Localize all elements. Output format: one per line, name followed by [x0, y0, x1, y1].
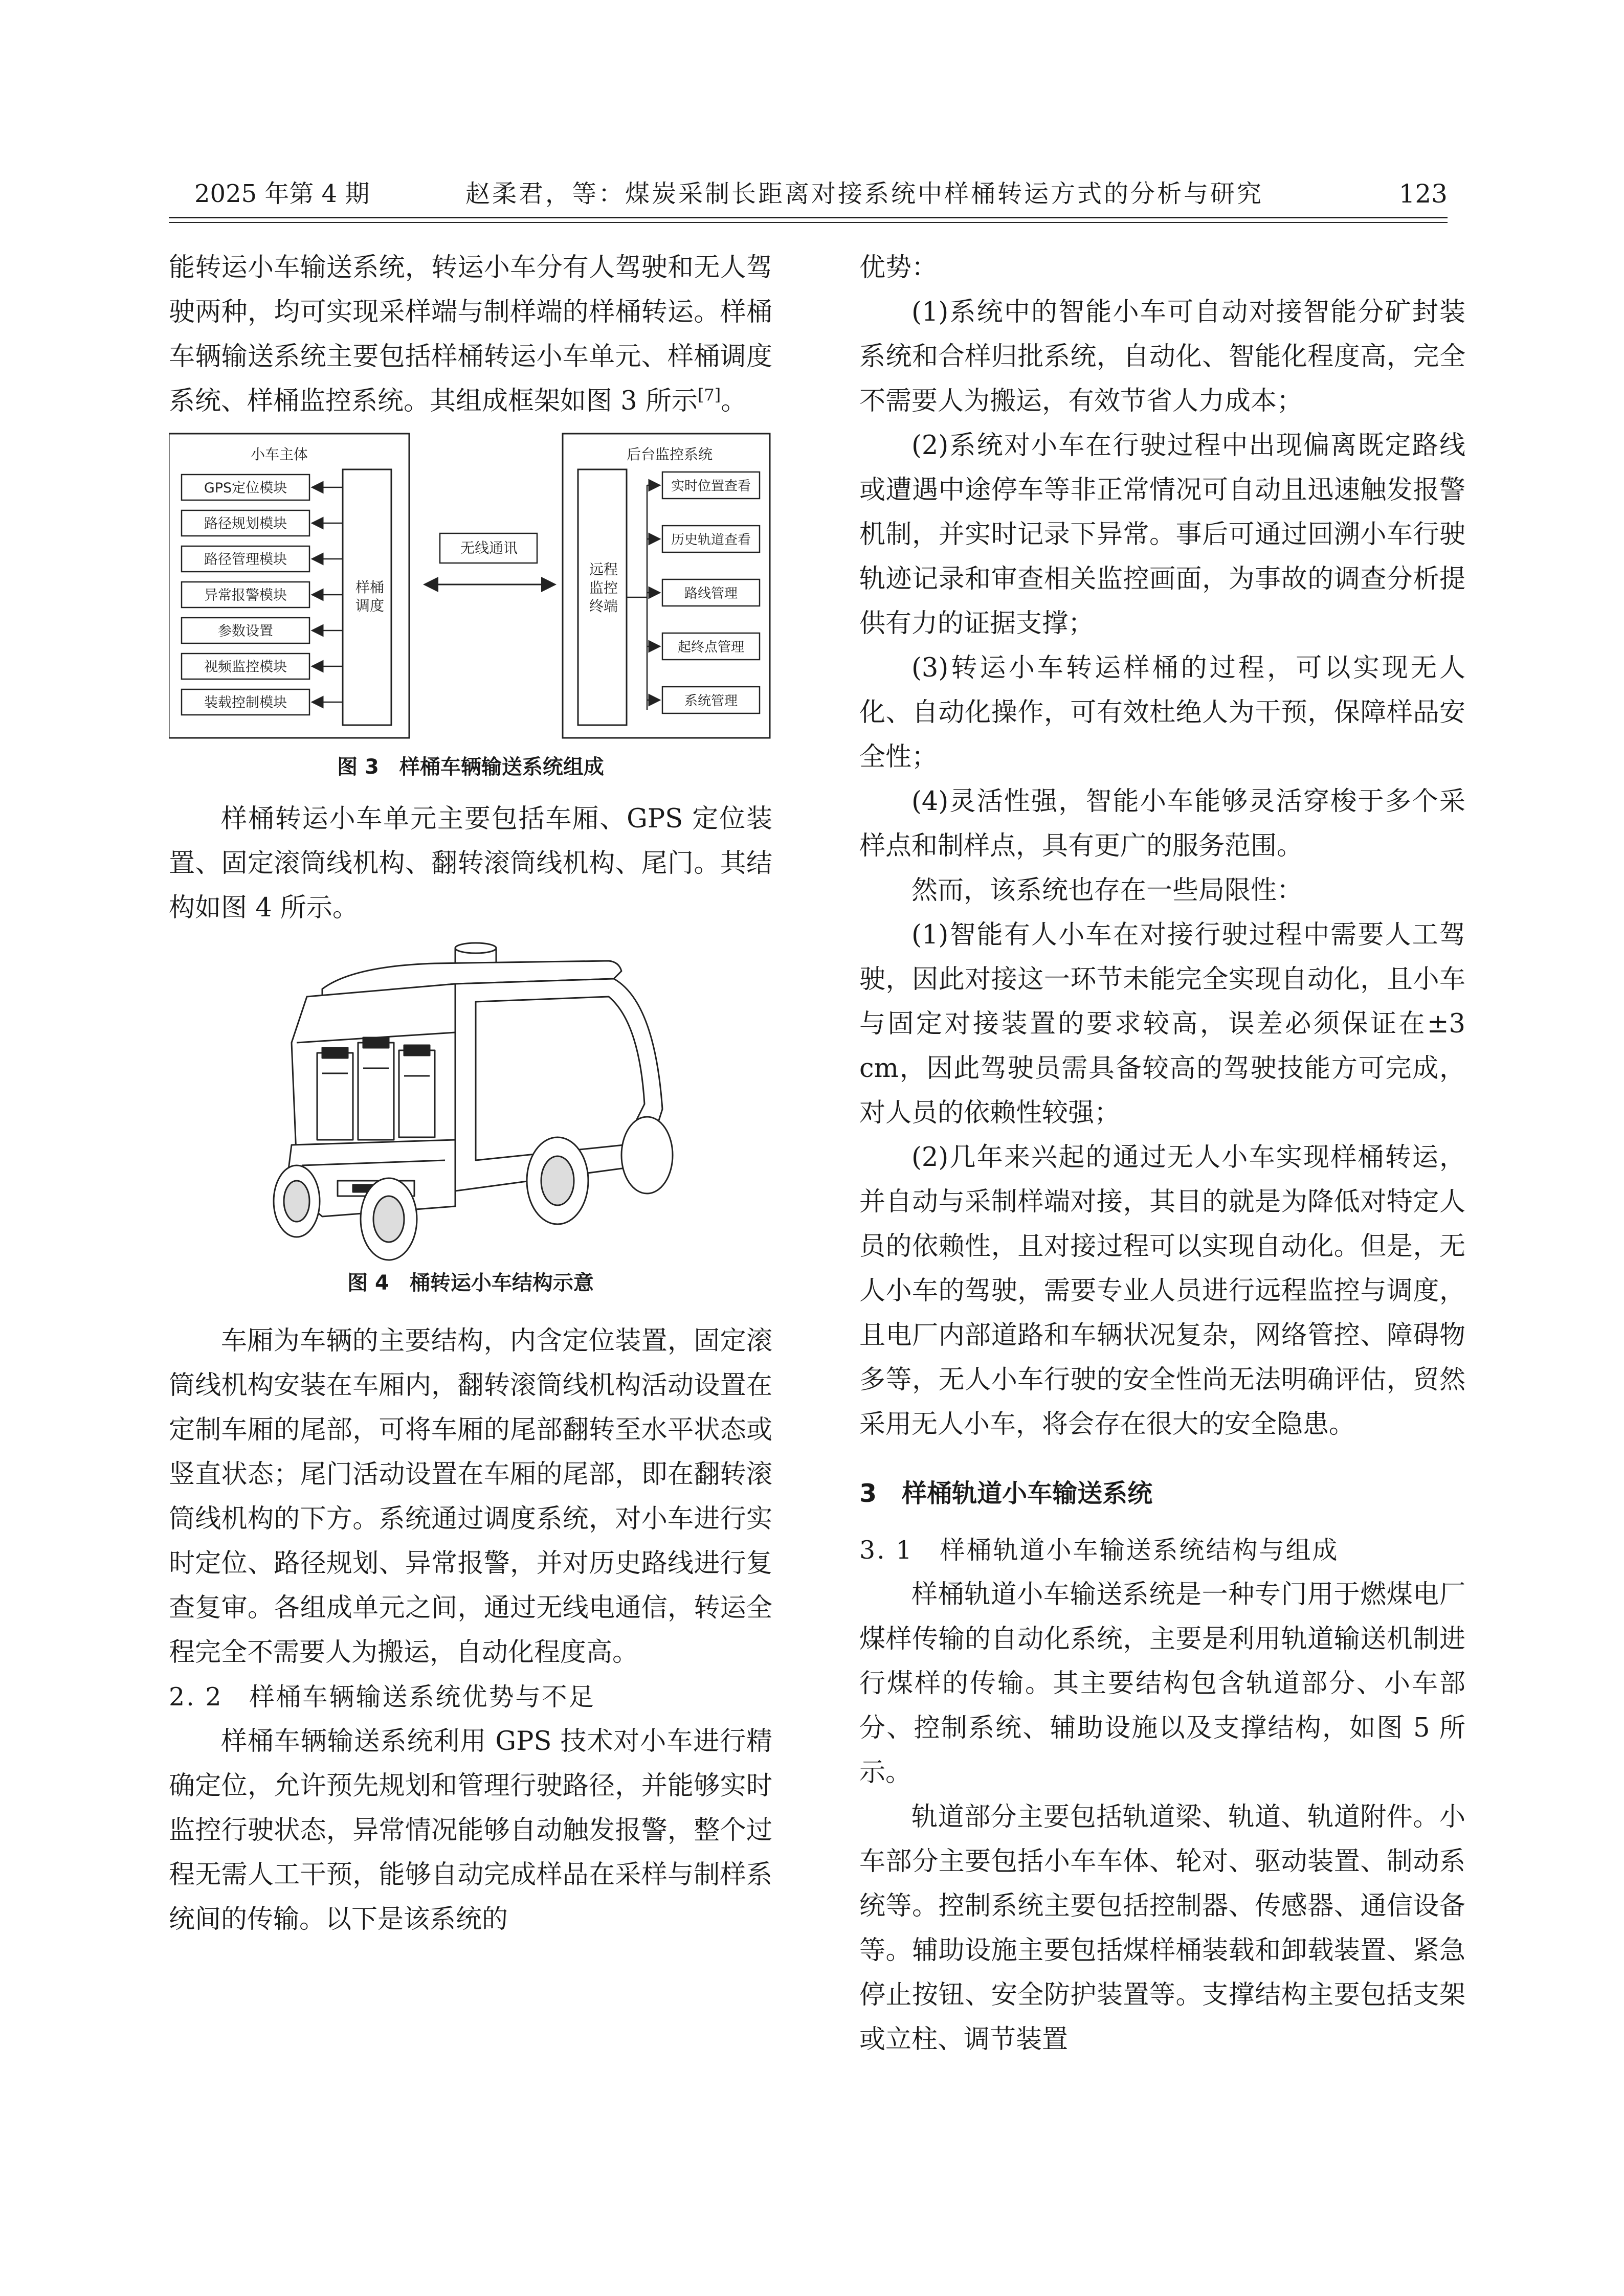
citation: [7] — [697, 385, 721, 404]
paragraph: 优势： — [859, 253, 938, 283]
dispatch-label-2: 调度 — [355, 597, 385, 614]
function-label: 历史轨道查看 — [671, 532, 751, 548]
wireless-label: 无线通讯 — [460, 539, 518, 556]
paragraph: 轨道部分主要包括轨道梁、轨道、轨道附件。小车部分主要包括小车车体、轮对、驱动装置、制动系统等。控制系统主要包括控制器、传感器、通信设备等。辅助设施主要包括煤样桶装载和卸载装置、紧急停止按钮、安全防护装置等。支撑结构主要包括支架或立柱、调节装置 — [859, 1802, 1465, 2055]
advantage-4: (4)灵活性强，智能小车能够灵活穿梭于多个采样点和制样点，具有更广的服务范围。 — [859, 786, 1465, 861]
advantage-3: (3)转运小车转运样桶的过程，可以实现无人化、自动化操作，可有效杜绝人为干预，保障样品安全性； — [859, 653, 1465, 772]
section-3-1-heading: 3. 1 样桶轨道小车输送系统结构与组成 — [859, 1536, 1339, 1565]
page-header — [169, 174, 1448, 230]
paragraph: 能转运小车输送系统，转运小车分有人驾驶和无人驾驶两种，均可实现采样端与制样端的样桶转运。样桶车辆输送系统主要包括样桶转运小车单元、样桶调度系统、样桶监控系统。其组成框架如图 3 所示[7]。 — [169, 253, 772, 416]
paragraph: 样桶轨道小车输送系统是一种专门用于燃煤电厂煤样传输的自动化系统，主要是利用轨道输送机制进行煤样的传输。其主要结构包含轨道部分、小车部分、控制系统、辅助设施以及支撑结构，如图 5 所示。 — [859, 1580, 1465, 1788]
paragraph: 车厢为车辆的主要结构，内含定位装置，固定滚筒线机构安装在车厢内，翻转滚筒线机构活动设置在定制车厢的尾部，可将车厢的尾部翻转至水平状态或竖直状态；尾门活动设置在车厢的尾部，即在翻转滚筒线机构的下方。系统通过调度系统，对小车进行实时定位、路径规划、异常报警，并对历史路线进行复查复审。各组成单元之间，通过无线电通信，转运全程完全不需要人为搬运，自动化程度高。 — [169, 1326, 772, 1668]
paragraph: 样桶转运小车单元主要包括车厢、GPS 定位装置、固定滚筒线机构、翻转滚筒线机构、尾门。其结构如图 4 所示。 — [169, 804, 772, 923]
running-title: 赵柔君，等：煤炭采制长距离对接系统中样桶转运方式的分析与研究 — [465, 179, 1264, 208]
function-label: 实时位置查看 — [671, 479, 751, 494]
section-2-2-heading: 2. 2 样桶车辆输送系统优势与不足 — [169, 1682, 595, 1712]
function-label: 起终点管理 — [677, 640, 745, 655]
figure-3-caption: 图 3 样桶车辆输送系统组成 — [337, 755, 604, 779]
transfer-vehicle-illustration — [169, 940, 772, 1263]
module-label: 异常报警模块 — [204, 588, 287, 603]
function-label: 系统管理 — [684, 693, 738, 709]
module-label: 路径规划模块 — [204, 516, 287, 532]
advantage-2: (2)系统对小车在行驶过程中出现偏离既定路线或遭遇中途停车等非正常情况可自动且迅速触发报警机制，并实时记录下异常。事后可通过回溯小车行驶轨迹记录和审查相关监控画面，为事故的调查分析提供有力的证据支撑； — [859, 431, 1465, 639]
advantage-1: (1)系统中的智能小车可自动对接智能分矿封装系统和合样归批系统，自动化、智能化程度高，完全不需要人为搬运，有效节省人力成本； — [859, 297, 1465, 416]
svg-text:监控: 监控 — [589, 579, 618, 596]
module-label: 参数设置 — [218, 623, 273, 639]
figure-3 — [169, 429, 772, 781]
limitation-intro: 然而，该系统也存在一些局限性： — [911, 875, 1303, 906]
figure-4 — [169, 940, 772, 1298]
left-column — [169, 245, 772, 1942]
system-diagram — [169, 429, 772, 751]
paragraph: 样桶车辆输送系统利用 GPS 技术对小车进行精确定位，允许预先规划和管理行驶路径，并能够实时监控行驶状态，异常情况能够自动触发报警，整个过程无需人工干预，能够自动完成样品在采样与制样系统间的传输。以下是该系统的 — [169, 1726, 772, 1934]
header-rule — [169, 217, 1448, 218]
svg-text:终端: 终端 — [589, 598, 618, 615]
journal-issue: 2025 年第 4 期 — [194, 179, 370, 208]
limitation-1: (1)智能有人小车在对接行驶过程中需要人工驾驶，因此对接这一环节未能完全实现自动化，且小车与固定对接装置的要求较高，误差必须保证在±3 cm，因此驾驶员需具备较高的驾驶技能方可完成，对人员的依赖性较强； — [859, 920, 1465, 1128]
module-label: 路径管理模块 — [204, 552, 287, 568]
module-label: 视频监控模块 — [204, 659, 287, 675]
backend-title: 后台监控系统 — [627, 446, 713, 463]
page-number: 123 — [1398, 179, 1448, 209]
module-label: 装载控制模块 — [204, 695, 287, 711]
figure-4-caption: 图 4 桶转运小车结构示意 — [347, 1271, 594, 1295]
module-label: GPS定位模块 — [204, 480, 287, 496]
terminal-box — [578, 469, 627, 725]
right-column — [859, 245, 1465, 2062]
header-rule-thin — [169, 222, 1448, 223]
section-3-heading: 3 样桶轨道小车输送系统 — [859, 1479, 1153, 1508]
vehicle-body-title: 小车主体 — [251, 446, 308, 463]
dispatch-label-1: 样桶 — [355, 579, 385, 596]
svg-text:远程: 远程 — [589, 561, 618, 578]
function-label: 路线管理 — [684, 586, 738, 601]
limitation-2: (2)几年来兴起的通过无人小车实现样桶转运，并自动与采制样端对接，其目的就是为降低对特定人员的依赖性，且对接过程可以实现自动化。但是，无人小车的驾驶，需要专业人员进行远程监控与调度，且电厂内部道路和车辆状况复杂，网络管控、障碍物多等，无人小车行驶的安全性尚无法明确评估，贸然采用无人小车，将会存在很大的安全隐患。 — [859, 1142, 1465, 1439]
